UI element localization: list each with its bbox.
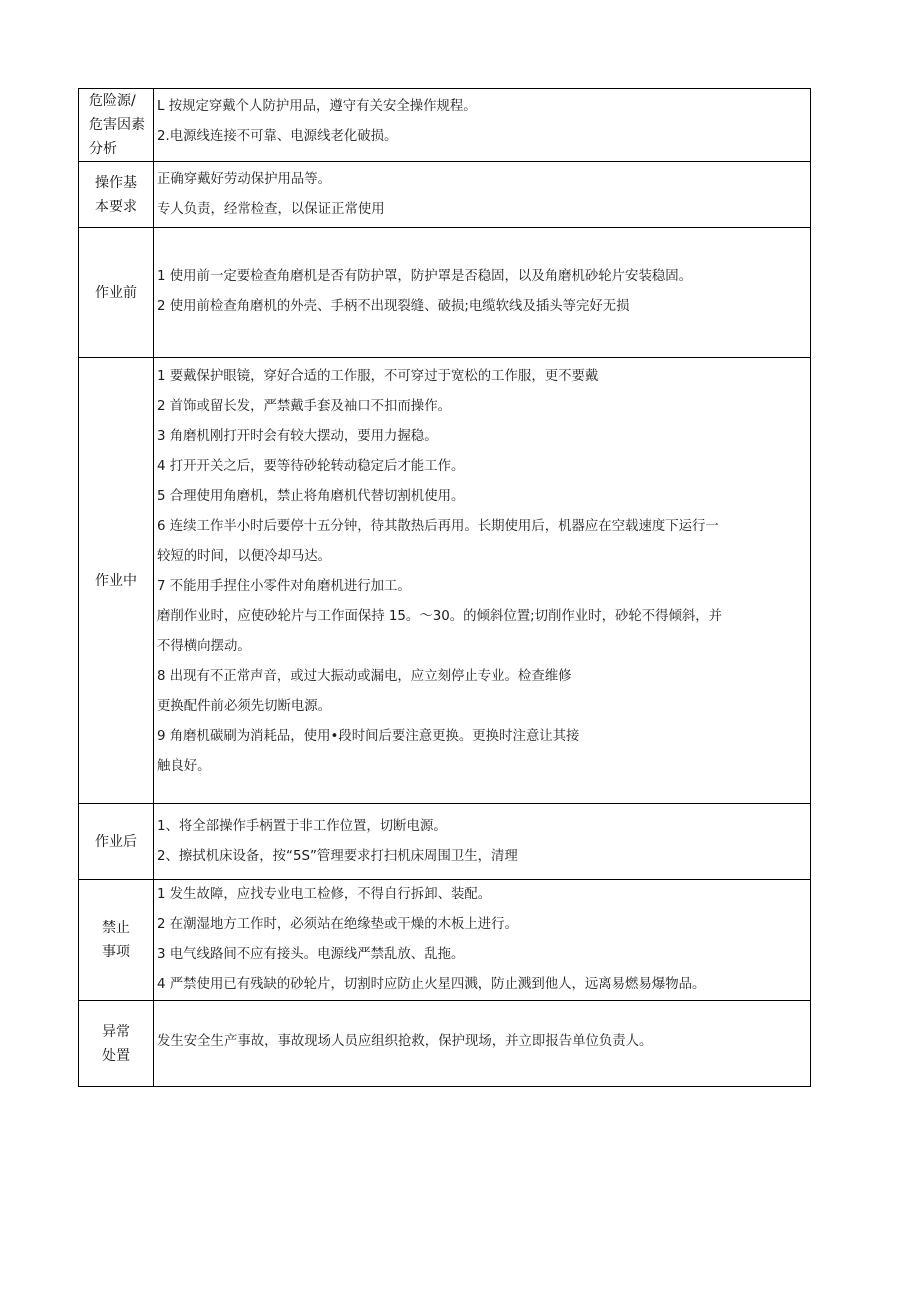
content-after-work <box>154 804 811 880</box>
during-line-9: 磨削作业时，应使砂轮片与工作面保持 15。～30。的倾斜位置;切削作业时，砂轮不得倾斜，并 <box>157 609 723 624</box>
row-hazard-analysis <box>79 89 811 162</box>
basic-line-1: 正确穿戴好劳动保护用品等。 <box>157 172 332 187</box>
label-after-work: 作业后 <box>79 804 154 880</box>
label-abnormal-handling: 异常 处置 <box>79 1001 154 1087</box>
label-basic-requirements: 操作基 本要求 <box>79 162 154 228</box>
during-line-14: 触良好。 <box>157 759 211 774</box>
before-line-1: 1 使用前一定要检查角磨机是否有防护罩，防护罩是否稳固，以及角磨机砂轮片安装稳固。 <box>157 269 693 284</box>
during-line-2: 2 首饰或留长发，严禁戴手套及袖口不扣而操作。 <box>157 399 451 414</box>
abnormal-line-1: 发生安全生产事故，事故现场人员应组织抢救，保护现场，并立即报告单位负责人。 <box>157 1034 653 1049</box>
row-basic-requirements <box>79 162 811 228</box>
during-line-4: 4 打开开关之后，要等待砂轮转动稳定后才能工作。 <box>157 459 465 474</box>
row-after-work <box>79 804 811 880</box>
during-line-8: 7 不能用手捏住小零件对角磨机进行加工。 <box>157 579 411 594</box>
content-basic-requirements <box>154 162 811 228</box>
content-hazard-analysis <box>154 89 811 162</box>
hazard-line-1: L 按规定穿戴个人防护用品，遵守有关安全操作规程。 <box>157 99 477 114</box>
forbid-line-2: 2 在潮湿地方工作时，必须站在绝缘垫或干燥的木板上进行。 <box>157 917 518 932</box>
during-line-10: 不得横向摆动。 <box>157 639 251 654</box>
during-line-12: 更换配件前必须先切断电源。 <box>157 699 332 714</box>
forbid-line-4: 4 严禁使用已有残缺的砂轮片，切割时应防止火星四溅，防止溅到他人，远离易燃易爆物品。 <box>157 977 706 992</box>
row-during-work <box>79 358 811 804</box>
during-line-3: 3 角磨机刚打开时会有较大摆动，要用力握稳。 <box>157 429 438 444</box>
content-abnormal-handling <box>154 1001 811 1087</box>
label-hazard-analysis: 危险源/ 危害因素 分析 <box>79 89 154 162</box>
during-line-13: 9 角磨机碳刷为消耗品，使用•段时间后要注意更换。更换时注意让其接 <box>157 729 580 744</box>
row-abnormal-handling <box>79 1001 811 1087</box>
label-prohibited-items: 禁止 事项 <box>79 880 154 1001</box>
content-before-work <box>154 228 811 358</box>
row-prohibited-items <box>79 880 811 1001</box>
during-line-7: 较短的时间，以便冷却马达。 <box>157 549 332 564</box>
after-line-2: 2、擦拭机床设备，按“5S”管理要求打扫机床周围卫生，清理 <box>157 849 518 864</box>
label-before-work: 作业前 <box>79 228 154 358</box>
forbid-line-3: 3 电气线路间不应有接头。电源线严禁乱放、乱拖。 <box>157 947 465 962</box>
during-line-5: 5 合理使用角磨机，禁止将角磨机代替切割机使用。 <box>157 489 465 504</box>
after-line-1: 1、将全部操作手柄置于非工作位置，切断电源。 <box>157 819 447 834</box>
before-line-2: 2 使用前检查角磨机的外壳、手柄不出现裂缝、破损;电缆软线及插头等完好无损 <box>157 299 630 314</box>
during-line-6: 6 连续工作半小时后要停十五分钟，待其散热后再用。长期使用后，机器应在空载速度下运行一 <box>157 519 719 534</box>
content-during-work <box>154 358 811 804</box>
label-during-work: 作业中 <box>79 358 154 804</box>
during-line-11: 8 出现有不正常声音，或过大振动或漏电，应立刻停止专业。检查维修 <box>157 669 572 684</box>
content-prohibited-items <box>154 880 811 1001</box>
basic-line-2: 专人负责，经常检查，以保证正常使用 <box>157 202 385 217</box>
during-line-1: 1 要戴保护眼镜，穿好合适的工作服，不可穿过于宽松的工作服，更不要戴 <box>157 369 599 384</box>
safety-procedure-table <box>78 88 811 1087</box>
hazard-line-2: 2.电源线连接不可靠、电源线老化破损。 <box>157 129 398 144</box>
forbid-line-1: 1 发生故障，应找专业电工检修，不得自行拆卸、装配。 <box>157 887 492 902</box>
row-before-work <box>79 228 811 358</box>
